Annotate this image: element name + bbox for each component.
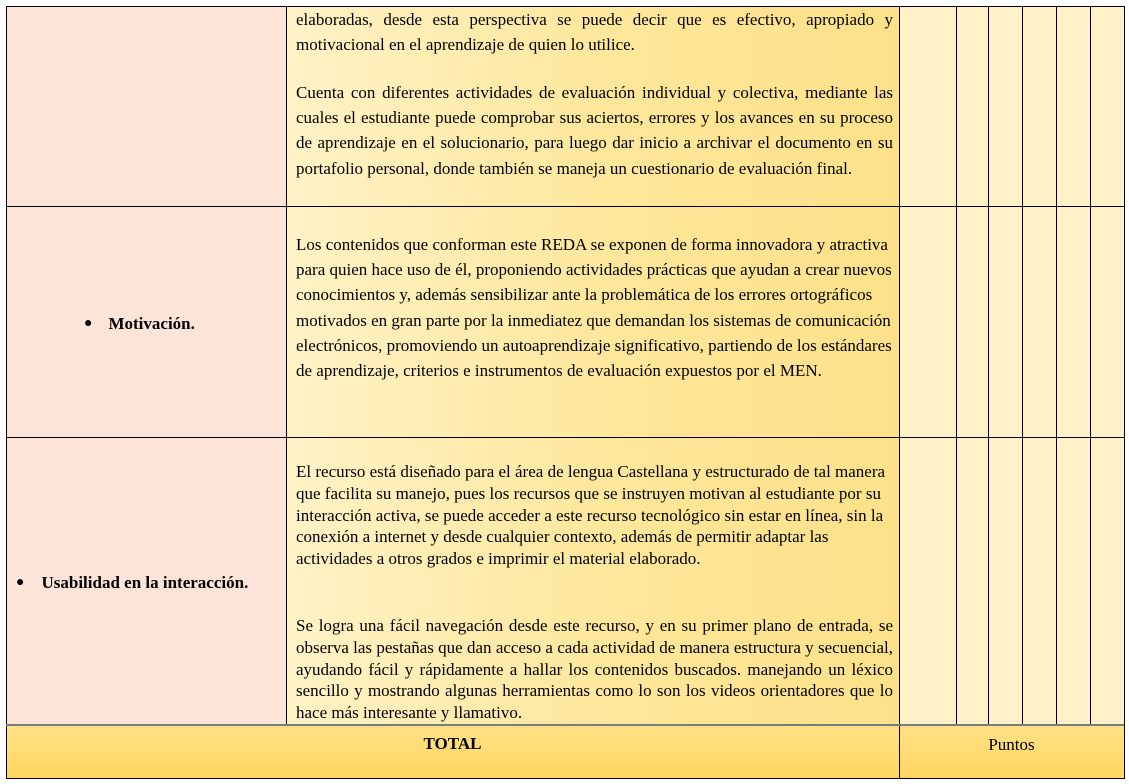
criterion-column-bg xyxy=(6,6,286,726)
border-criterion xyxy=(286,6,287,726)
border-score-1 xyxy=(956,6,957,726)
footer-divider xyxy=(6,724,1124,726)
border-score-3 xyxy=(1022,6,1023,726)
points-label: Puntos xyxy=(988,735,1035,754)
row-divider-1 xyxy=(6,206,1124,207)
bullet-icon: ● xyxy=(84,316,93,331)
border-score-4 xyxy=(1056,6,1057,726)
total-label: TOTAL xyxy=(423,734,482,753)
border-left xyxy=(6,6,7,779)
criterion-label: Usabilidad en la interacción. xyxy=(41,573,249,592)
row-3-paragraph-1: El recurso está diseñado para el área de lengua Castellana y estructurado de tal manera que facilita su manejo, pues los recursos que se instruyen motivan al estudiante por su interacción activa, se puede acceder a este recurso tecnológico sin estar en línea, sin la conexión a internet y desde cualquier contexto, además de permitir adaptar las actividades a otros grados e imprimir el material elaborado. xyxy=(296,462,886,569)
row-3-paragraph-2: Se logra una fácil navegación desde este recurso, y en su primer plano de entrada, se observa las pestañas que dan acceso a cada actividad de manera estructura y secuencial, ayudando fácil y rápidamente a hallar los contenidos buscados. manejando un léxico sencillo y mostrando algunas herramientas como lo son los videos orientadores que lo hace más interesante y llamativo. xyxy=(296,616,893,723)
criterion-label: Motivación. xyxy=(108,314,195,333)
row-2-paragraph-1: Los contenidos que conforman este REDA se exponen de forma innovadora y atractiva para quien hace uso de él, proponiendo actividades prácticas que ayudan a crear nuevos conocimientos y, además sensibilizar ante la problemática de los errores ortográficos motivados en gran parte por la inmediatez que demandan los sistemas de comunicación electrónicos, promoviendo un autoaprendizaje significativo, partiendo de los estándares de aprendizaje, criterios e instrumentos de evaluación expuestos por el MEN. xyxy=(296,235,892,381)
row-1-paragraph-2: Cuenta con diferentes actividades de evaluación individual y colectiva, mediante las cuales el estudiante puede comprobar sus aciertos, errores y los avances en su proceso de aprendizaje en el solucionario, para luego dar inicio a archivar el documento en su portafolio personal, donde también se maneja un cuestionario de evaluación final. xyxy=(296,83,893,178)
border-bottom xyxy=(6,778,1124,779)
border-description xyxy=(899,6,900,779)
bullet-icon: ● xyxy=(16,575,25,590)
border-right xyxy=(1124,6,1125,779)
criterion-usabilidad xyxy=(16,572,248,594)
border-score-5 xyxy=(1090,6,1091,726)
row-divider-2 xyxy=(6,437,1124,438)
criterion-motivacion xyxy=(84,313,195,335)
border-score-2 xyxy=(988,6,989,726)
row-1-paragraph-1: elaboradas, desde esta perspectiva se puede decir que es efectivo, apropiado y motivacional en el aprendizaje de quien lo utilice. xyxy=(296,10,893,55)
